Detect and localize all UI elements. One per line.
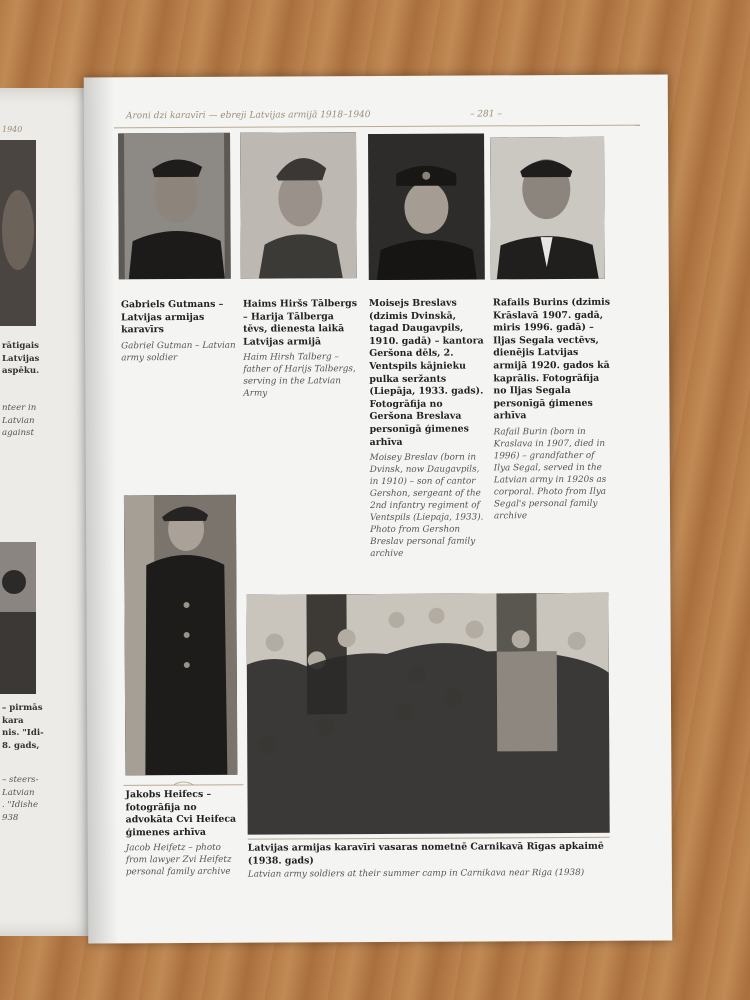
left-fragment-1: rātigais Latvijas aspēku. [2,341,40,377]
left-photo-top [0,140,36,326]
left-fragment-3: – pirmās kara nis. "Idi- 8. gads, [2,703,44,751]
left-fragment-2: nteer in Latvian against [2,403,37,439]
portrait-rafails-burins [490,137,605,280]
caption-group-photo: Latvijas armijas karavīri vasaras nometnē Carnikavā Rīgas apkaimē (1938. gads) Latvian army soldiers at their summer camp in Carnikava near Riga (1938) [247,840,604,880]
book-page [84,74,673,943]
header-rule [114,125,640,129]
group-caption-rule [248,837,610,840]
left-fragment-4: – steers- Latvian . "Idishe 938 [2,775,39,823]
left-running-number: 1940 [2,125,23,134]
group-photo-carnikava-camp [246,593,609,835]
running-title: Aroni dzi karavīri — ebreji Latvijas armijā 1918–1940 [125,110,371,122]
caption-talbergs: Haims Hiršs Tālbergs – Harija Tālberga tēvs, dienesta laikā Latvijas armijā Haim Hirsh Talberg – father of Harijs Talbergs, serving in the Latvian Army [242,298,357,400]
ornament-divider-1 [123,779,243,788]
page-gutter-shadow [84,77,119,943]
caption-heifecs: Jakobs Heifecs – fotogrāfija no advokāta Cvi Heifeca ģimenes arhīva Jacob Heifetz – photo from lawyer Zvi Heifetz personal family archive [125,788,237,878]
caption-breslavs: Moisejs Breslavs (dzimis Dvinskā, tagad Daugavpils, 1910. gadā) – kantora Geršona dēls, 2. Ventspils kājnieku pulka seržants (Liepāja, 1933. gads). Fotogrāfija no Geršona Breslava personīgā ģimenes arhīva Moisey Breslav (born in Dvinsk, now Daugavpils, in 1910) – son of cantor Gershon, sergeant of the 2nd infantry regiment of Ventspils (Liepaja, 1933). Photo from Gershon Breslav personal family archive [368,297,484,560]
caption-gutmans: Gabriels Gutmans – Latvijas armijas karavīrs Gabriel Gutman – Latvian army soldier [120,298,236,364]
portrait-gabriels-gutmans [118,133,231,280]
portrait-moisejs-breslavs [368,133,485,280]
portrait-haims-talbergs [240,132,357,279]
portrait-jakobs-heifecs [124,495,237,776]
left-photo-bottom [0,542,36,694]
caption-burins: Rafails Burins (dzimis Krāslavā 1907. gadā, miris 1996. gadā) – Iljas Segala vectēvs, dienējis Latvijas armijā 1920. gados kā kaprālis. Fotogrāfija no Iljas Segala personīgā ģimenes arhīva Rafail Burin (born in Kraslava in 1907, died in 1996) – grandfather of Ilya Segal, served in the Latvian army in 1920s as corporal. Photo from Ilya Segal's personal family archive [492,296,611,522]
page-number: – 281 – [469,109,502,120]
